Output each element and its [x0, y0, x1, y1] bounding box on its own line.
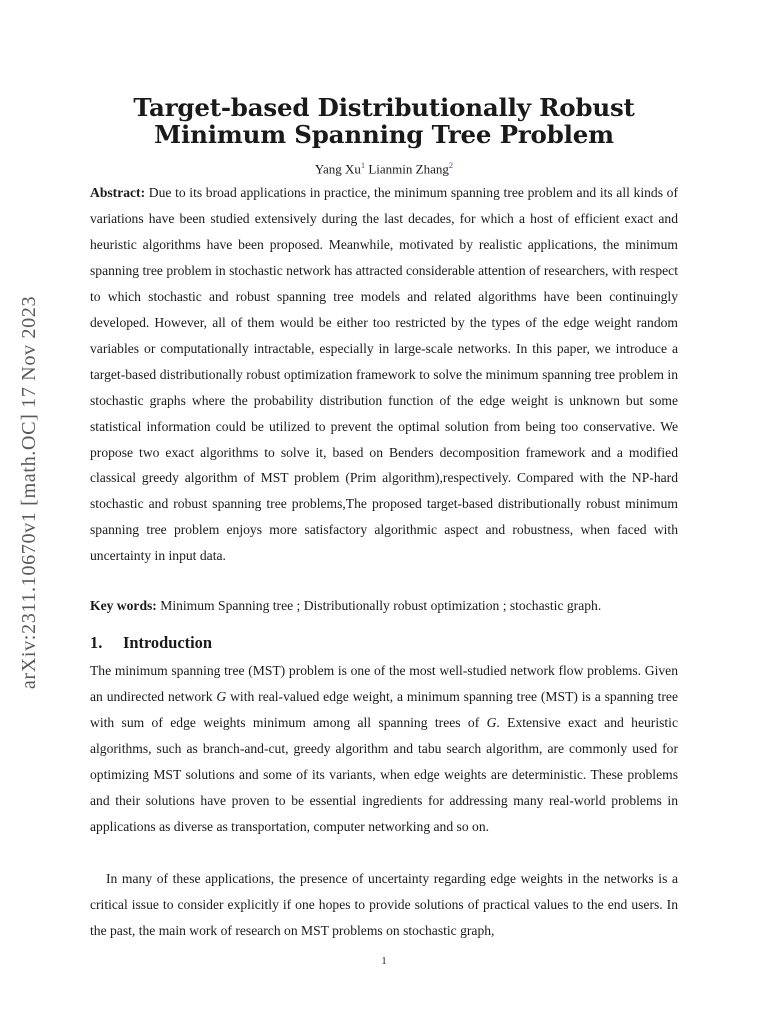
arxiv-identifier-text: arXiv:2311.10670v1 [math.OC] 17 Nov 2023 [18, 295, 41, 690]
keywords-text: Minimum Spanning tree ; Distributionally robust optimization ; stochastic graph. [160, 598, 602, 613]
author-name: Lianmin Zhang [368, 161, 449, 177]
author-name: Yang Xu [314, 161, 361, 177]
keywords-label: Key words: [90, 598, 157, 613]
page-number: 1 [381, 956, 387, 967]
affiliation-marker-link[interactable]: 1 [360, 160, 366, 170]
affiliation-marker-link[interactable]: 2 [448, 160, 454, 170]
section-number: 1. [90, 633, 103, 652]
abstract [90, 180, 678, 569]
title-line-1: Target-based Distributionally Robust [133, 93, 635, 122]
author-list [90, 156, 678, 178]
section-title: Introduction [123, 633, 212, 652]
intro-text: with real-valued edge weight, a minimum spanning tree (MST) is a spanning tree with sum of edge weights minimum among all spanning trees of [90, 688, 678, 730]
math-variable-g: G [486, 714, 497, 730]
math-variable-g: G [216, 688, 227, 704]
title-line-2: Minimum Spanning Tree Problem [154, 120, 614, 149]
abstract-label: Abstract: [90, 185, 146, 200]
intro-text: The minimum spanning tree (MST) problem is one of the most well-studied network flow problems. Given an undirected network [90, 663, 678, 704]
paper-title [90, 94, 678, 148]
section-heading [90, 633, 212, 653]
intro-text: . Extensive exact and heuristic algorithms, such as branch-and-cut, greedy algorithm and tabu search algorithm, are commonly used for optimizing MST solutions and some of its variants, when edge weights are deterministic. These problems and their solutions have proven to be essential ingredients for addressing many real-world problems in applications as diverse as transportation, computer networking and so on. [90, 714, 678, 834]
abstract-text: Due to its broad applications in practice, the minimum spanning tree problem and its all kinds of variations have been studied extensively during the last decades, for which a host of efficient exact and heuristic algorithms have been proposed. Meanwhile, motivated by realistic applications, the minimum spanning tree problem in stochastic network has attracted considerable attention of researchers, with respect to which stochastic and robust spanning tree models and related algorithms have been continuingly developed. However, all of them would be either too restricted by the types of the edge weight random variables or computationally intractable, especially in large-scale networks. In this paper, we introduce a target-based distributionally robust optimization framework to solve the minimum spanning tree problem in stochastic graphs where the probability distribution function of the edge weight is unknown but some statistical information could be utilized to prevent the optimal solution from being too conservative. We propose two exact algorithms to solve it, based on Benders decomposition framework and a modified classical greedy algorithm of MST problem (Prim algorithm),respectively. Compared with the NP-hard stochastic and robust spanning tree problems,The proposed target-based distributionally robust minimum spanning tree problem enjoys more satisfactory algorithmic aspect and robustness, when faced with uncertainty in input data. [90, 185, 678, 564]
intro-paragraph-2: In many of these applications, the presence of uncertainty regarding edge weights in the networks is a critical issue to consider explicitly if one hopes to provide solutions of practical values to the end users. In the past, the main work of research on MST problems on stochastic graph, [90, 871, 678, 938]
arxiv-identifier-stamp [12, 250, 48, 735]
keywords [90, 595, 678, 616]
intro-paragraph-1 [90, 658, 678, 840]
